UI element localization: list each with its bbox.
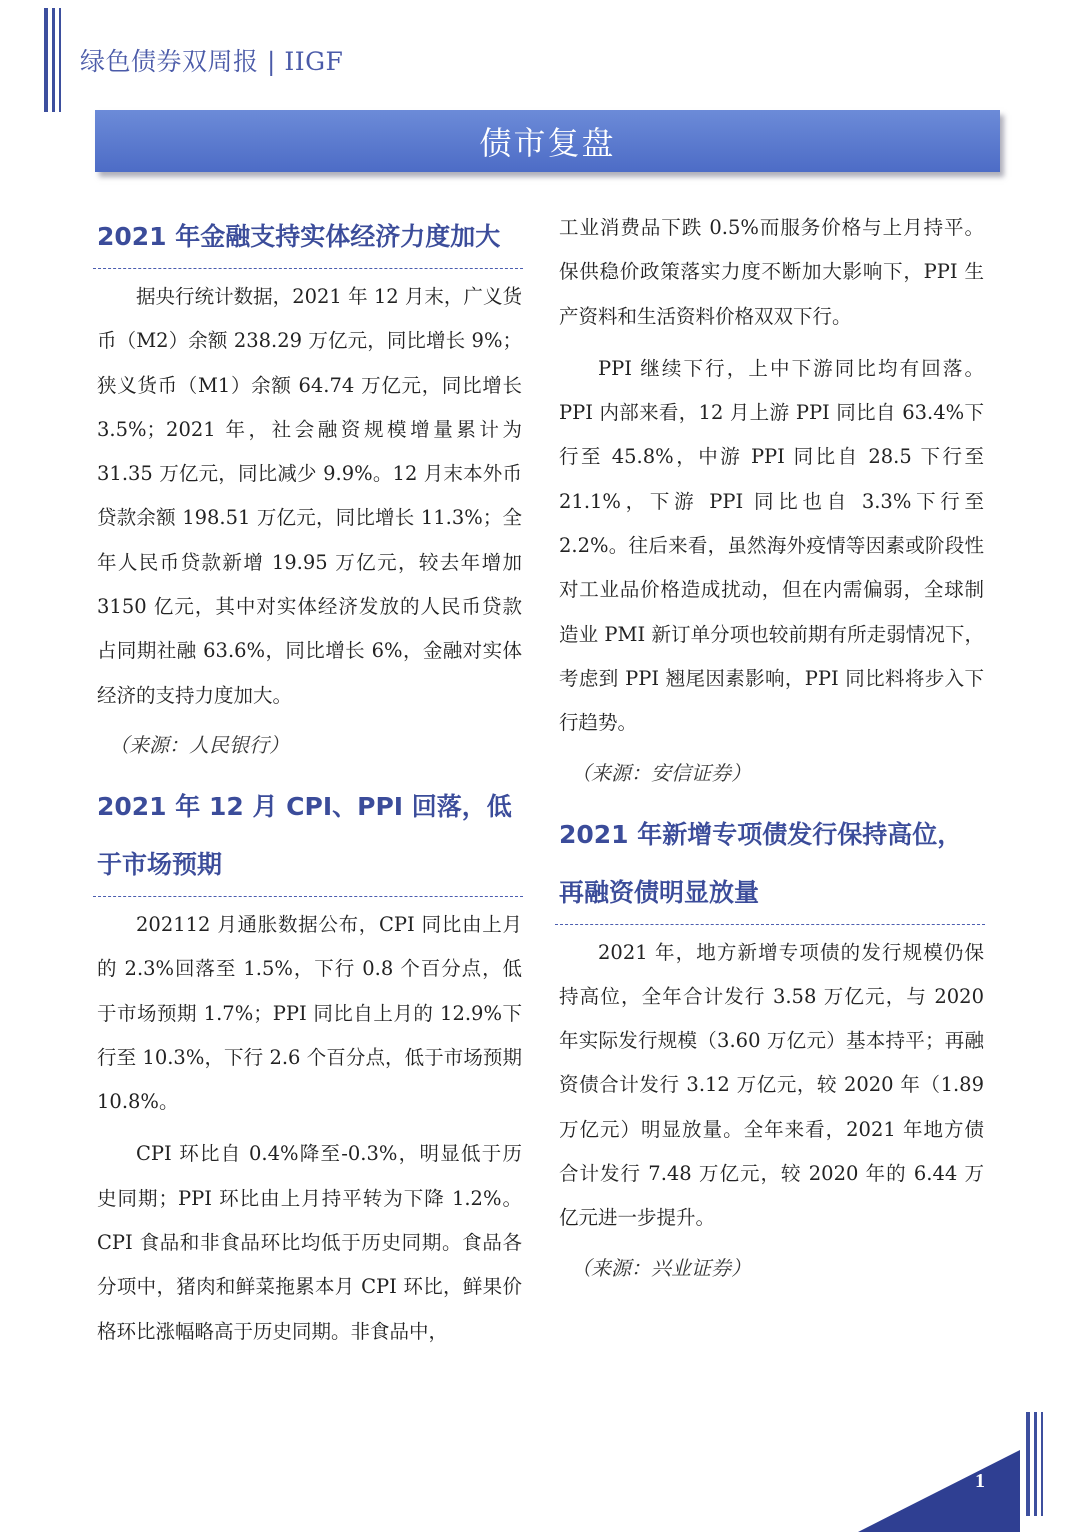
right-column xyxy=(559,206,984,1301)
left-column xyxy=(97,208,522,1362)
source-note: （来源：人民银行） xyxy=(109,732,289,757)
paragraph-cpi-ppi-1: 202112 月通胀数据公布，CPI 同比由上月的 2.3%回落至 1.5%，下行 0.8 个百分点，低于市场预期 1.7%；PPI 同比自上月的 12.9%下行至 10.3%，下行 2.6 个百分点，低于市场预期 10.8%。 xyxy=(97,912,522,1114)
source-note: （来源：兴业证券） xyxy=(571,1255,751,1280)
dashed-divider xyxy=(93,896,523,897)
paragraph-special-bonds: 2021 年，地方新增专项债的发行规模仍保持高位，全年合计发行 3.58 万亿元，与 2020 年实际发行规模（3.60 万亿元）基本持平；再融资债合计发行 3.12 万亿元，较 2020 年（1.89 万亿元）明显放量。全年来看，2021 年地方债合计发行 7.48 万亿元，较 2020 年的 6.44 万亿元进一步提升。 xyxy=(559,940,984,1230)
paragraph-financial-support: 据央行统计数据，2021 年 12 月末，广义货币（M2）余额 238.29 万亿元，同比增长 9%；狭义货币（M1）余额 64.74 万亿元，同比增长 3.5%；2021 年，社会融资规模增量累计为 31.35 万亿元，同比减少 9.9%。12 月末本外币贷款余额 198.51 万亿元，同比增长 11.3%；全年人民币贷款新增 19.95 万亿元，较去年增加 3150 亿元，其中对实体经济发放的人民币贷款占同期社融 63.6%，同比增长 6%，金融对实体经济的支持力度加大。 xyxy=(97,285,522,707)
paragraph-cpi-ppi-2: CPI 环比自 0.4%降至-0.3%，明显低于历史同期；PPI 环比由上月持平转为下降 1.2%。CPI 食品和非食品环比均低于历史同期。食品各分项中，猪肉和鲜菜拖累本月 CPI 环比，鲜果价格环比涨幅略高于历史同期。非食品中， xyxy=(97,1142,522,1343)
paragraph-continued: 工业消费品下跌 0.5%而服务价格与上月持平。保供稳价政策落实力度不断加大影响下，PPI 生产资料和生活资料价格双双下行。 xyxy=(559,216,984,328)
footer-decorative-bars xyxy=(1026,1412,1043,1516)
page-number: 1 xyxy=(975,1470,985,1492)
header-decorative-bars xyxy=(44,8,61,112)
dashed-divider xyxy=(555,924,985,925)
section-title-financial-support: 2021 年金融支持实体经济力度加大 xyxy=(97,222,501,251)
paragraph-ppi-outlook: PPI 继续下行，上中下游同比均有回落。PPI 内部来看，12 月上游 PPI 同比自 63.4%下行至 45.8%，中游 PPI 同比自 28.5 下行至 21.1%，下游 PPI 同比也自 3.3%下行至 2.2%。往后来看，虽然海外疫情等因素或阶段性对工业品价格造成扰动，但在内需偏弱，全球制造业 PMI 新订单分项也较前期有所走弱情况下，考虑到 PPI 翘尾因素影响，PPI 同比料将步入下行趋势。 xyxy=(559,356,984,735)
section-title-special-bonds: 2021 年新增专项债发行保持高位，再融资债明显放量 xyxy=(559,819,963,907)
section-banner xyxy=(95,110,1000,172)
banner-title: 债市复盘 xyxy=(479,124,616,162)
dashed-divider xyxy=(93,268,523,269)
section-title-cpi-ppi: 2021 年 12 月 CPI、PPI 回落，低于市场预期 xyxy=(97,791,512,879)
page-corner-triangle xyxy=(858,1450,1020,1532)
report-name: 绿色债券双周报 | IIGF xyxy=(80,47,344,76)
source-note: （来源：安信证券） xyxy=(571,760,751,785)
